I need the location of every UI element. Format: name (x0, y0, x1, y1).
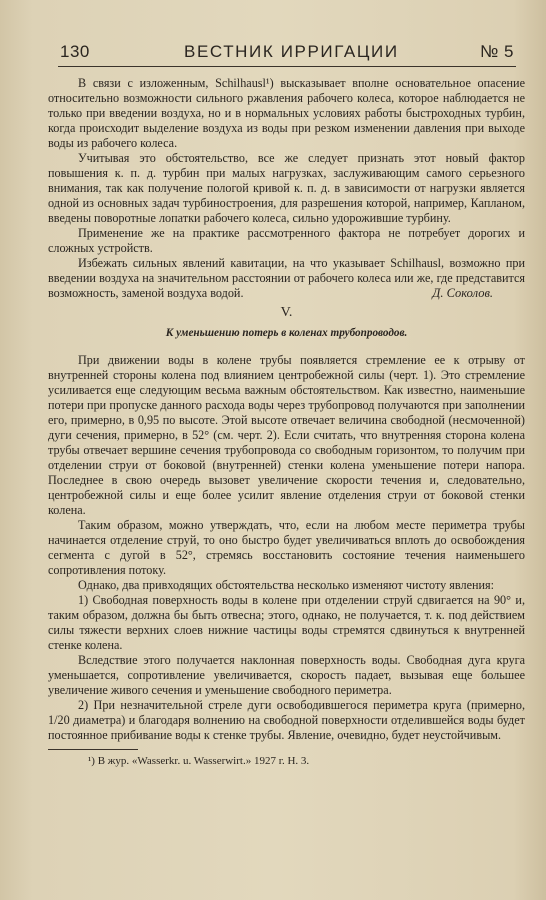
footnote-rule (48, 749, 138, 750)
paragraph: В связи с изложенным, Schilhausl¹) высказывает вполне основательное опасение относительно возможности сильного ржавления рабочего колеса, которое наблюдается не только при введении воздуха, но и в нормальных условиях работы быстроходных турбин, когда происходит выделение воздуха из воды при резком изменении давления при выходе воды из рабочего колеса. (48, 76, 525, 150)
header-rule (58, 66, 516, 67)
page-header (60, 42, 514, 64)
paragraph: 1) Свободная поверхность воды в колене при отделении струй сдвигается на 90° и, таким образом, должна бы быть отвесна; этого, однако, не получается, т. к. под действием силы тяжести верхних слоев нижние частицы воды стремятся сдвинуться к внутренней стенке колена. (48, 593, 525, 652)
section-number: V. (280, 305, 293, 320)
paragraph: Таким образом, можно утверждать, что, если на любом месте периметра трубы начинается отделение струй, то оно быстро будет увеличиваться вплоть до освобождения сегмента с дугой в 52°, стремясь восстановить состояние течения наименьшего сопротивления потоку. (48, 518, 525, 577)
page-number: 130 (60, 42, 90, 61)
page-body (48, 76, 525, 769)
paragraph: Применение же на практике рассмотренного фактора не потребует дорогих и сложных устройств. (48, 226, 525, 255)
author-signature: Д. Соколов. (432, 286, 493, 300)
paragraph: Вследствие этого получается наклонная поверхность воды. Свободная дуга круга уменьшается, сопротивление увеличивается, скорость падает, вызывая еще большее увеличение живого сечения и уменьшение свободного периметра. (48, 653, 525, 697)
article-body (48, 353, 525, 743)
issue-number: № 5 (480, 42, 514, 61)
article-title: К уменьшению потерь в коленах трубопроводов. (165, 327, 408, 339)
paragraph: При движении воды в колене трубы появляется стремление ее к отрыву от внутренней стороны колена под влиянием центробежной силы (черт. 1). Это стремление усиливается еще следующим весьма важным обстоятельством. Как известно, наименьшие потери при пропуске данного расхода воды через трубопровод получаются при заполнении его, примерно, в 0,95 по высоте. Этой высоте отвечает величина свободной (несмоченной) дуги сечения, примерно, в 52° (см. черт. 2). Если считать, что внутренняя сторона колена трубы отвечает вершине сечения трубопровода со свободным горизонтом, то получим при отделении струи от боковой (внутренней) стенки колена уменьшение потери напора. Последнее в свою очередь вызовет увеличение скорости течения и, следовательно, центробежной силы и еще более усилит явление отделения струи от боковой стенки колена. (48, 353, 525, 517)
footnote: ¹) В жур. «Wasserkr. u. Wasserwirt.» 1927 г. Н. 3. (88, 755, 310, 767)
paragraph: Учитывая это обстоятельство, все же следует признать этот новый фактор повышения к. п. д. турбин при малых нагрузках, заслуживающим самого серьезного внимания, так как получение пологой кривой к. п. д. в зависимости от нагрузки является одной из основных задач турбиностроения, для разрешения которой, например, Капланом, введены поворотные лопатки рабочего колеса, сильно удорожившие турбину. (48, 151, 525, 225)
paragraph: Избежать сильных явлений кавитации, на что указывает Schilhausl, возможно при введении воздуха на значительном расстоянии от рабочего колеса или же, где представится возможность, заменой воздуха водой. (48, 256, 525, 300)
journal-title: ВЕСТНИК ИРРИГАЦИИ (184, 42, 399, 61)
paragraph: 2) При незначительной стреле дуги освободившегося периметра круга (примерно, 1/20 диаметра) и благодаря волнению на свободной поверхности отделившейся воды будет постоянное прибивание воды к стенке трубы. Явление, очевидно, будет неустойчивым. (48, 698, 525, 742)
paragraph: Однако, два привходящих обстоятельства несколько изменяют чистоту явления: (78, 578, 495, 592)
